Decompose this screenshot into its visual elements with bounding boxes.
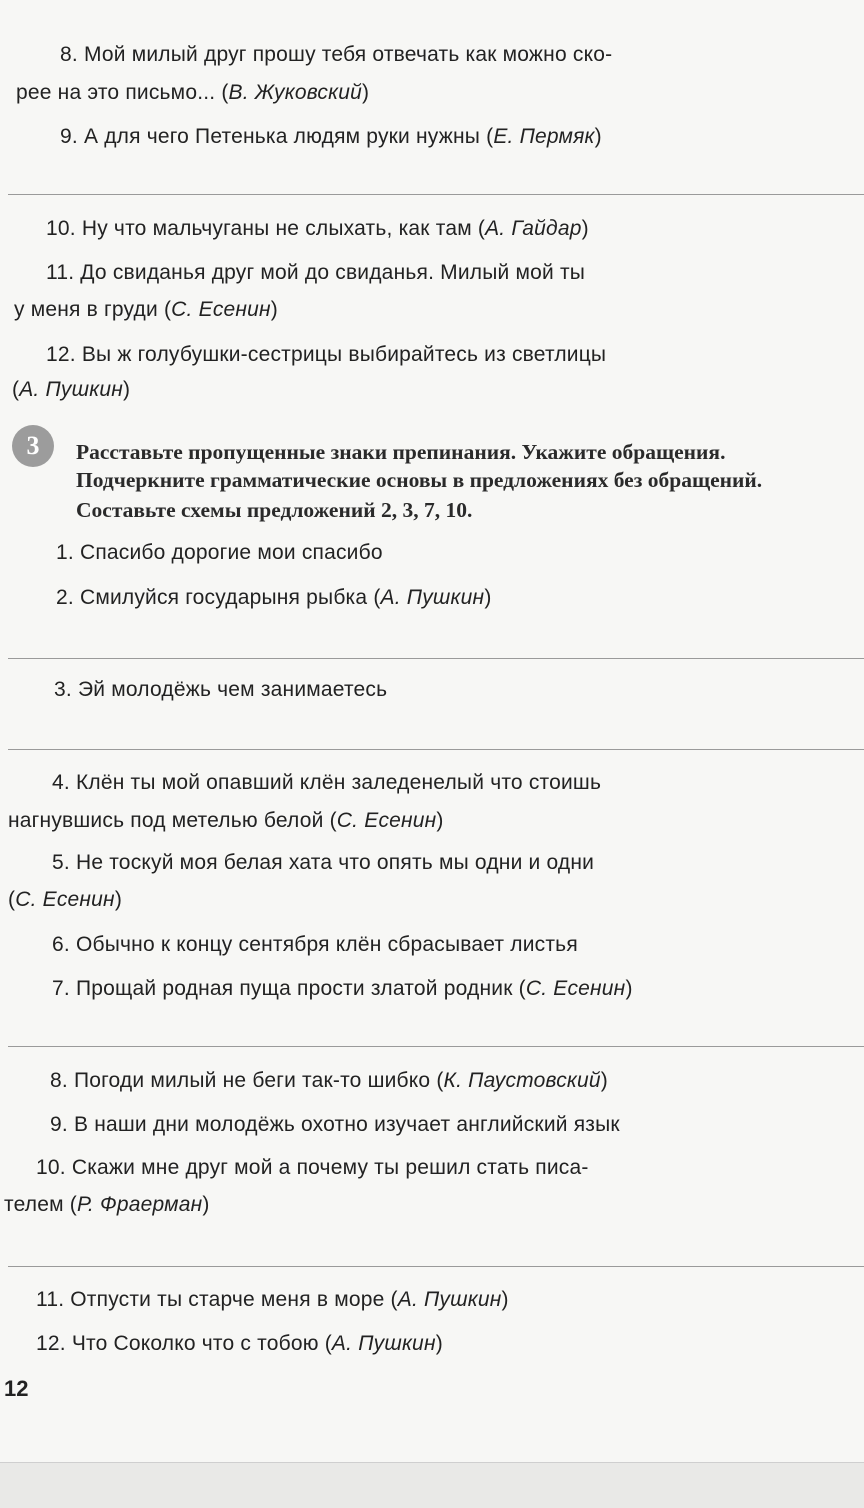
sentence-text: 7. Прощай родная пуща прости златой родник ( [52,977,526,1000]
page-number: 12 [4,1376,29,1401]
task-instruction: Подчеркните грамматические основы в предложениях без обращений. [76,468,763,492]
author-citation: А. Пушкин [380,586,485,609]
answer-line [8,749,864,750]
sentence-line: 12. Что Соколко что с тобою (А. Пушкин) [36,1332,443,1355]
sentence-line: 9. А для чего Петенька людям руки нужны (Е. Пермяк) [60,125,602,148]
sentence-line [0,260,864,286]
sentence-text: 5. Не тоскуй моя белая хата что опять мы одни и одни [52,851,595,874]
sentence-line [0,850,864,876]
answer-line [8,194,864,195]
task-number-badge: 3 [12,425,54,467]
sentence-line: рее на это письмо... (В. Жуковский) [16,81,370,104]
author-citation: С. Есенин [171,298,271,321]
page-bottom-edge [0,1462,864,1508]
author-citation: С. Есенин [336,809,437,832]
sentence-text: у меня в груди ( [14,298,172,321]
sentence-text: 2. Смилуйся государыня рыбка ( [56,586,381,609]
sentence-line: нагнувшись под метелью белой (С. Есенин) [8,809,444,832]
sentence-line: 10. Ну что мальчуганы не слыхать, как там (А. Гайдар) [46,217,589,240]
author-citation: А. Гайдар [485,217,582,240]
sentence-text: 4. Клён ты мой опавший клён заледенелый что стоишь [52,771,602,794]
author-citation: А. Пушкин [397,1288,502,1311]
sentence-text: 6. Обычно к концу сентября клён сбрасывает листья [52,933,578,956]
sentence-line [0,932,864,958]
sentence-text: 9. В наши дни молодёжь охотно изучает английский язык [50,1113,620,1136]
sentence-line: 2. Смилуйся государыня рыбка (А. Пушкин) [56,586,492,609]
sentence-line [0,1155,864,1181]
sentence-text: 1. Спасибо дорогие мои спасибо [56,541,383,564]
sentence-line [0,540,864,566]
sentence-line [0,342,864,368]
answer-line [8,658,864,659]
sentence-line: телем (Р. Фраерман) [4,1193,210,1216]
answer-line [8,1046,864,1047]
sentence-line: у меня в груди (С. Есенин) [14,298,278,321]
sentence-text: телем ( [4,1193,77,1216]
sentence-line [0,770,864,796]
sentence-text: 3. Эй молодёжь чем занимаетесь [54,678,388,701]
author-citation: С. Есенин [525,977,626,1000]
sentence-text: ( [12,378,20,401]
author-citation: Е. Пермяк [493,125,595,148]
sentence-text: 9. А для чего Петенька людям руки нужны ( [60,125,494,148]
sentence-line [0,1112,864,1138]
sentence-text: нагнувшись под метелью белой ( [8,809,337,832]
author-citation: Р. Фраерман [76,1193,203,1216]
author-citation: С. Есенин [15,888,115,911]
sentence-text: 11. До свиданья друг мой до свиданья. Милый мой ты [46,261,586,284]
sentence-line: 7. Прощай родная пуща прости златой родник (С. Есенин) [52,977,633,1000]
sentence-line: 8. Погоди милый не беги так-то шибко (К. Паустовский) [50,1069,608,1092]
sentence-text: 12. Что Соколко что с тобою ( [36,1332,332,1355]
sentence-text: ( [8,888,16,911]
author-citation: К. Паустовский [443,1069,601,1092]
author-citation: В. Жуковский [228,81,362,104]
answer-line [8,1266,864,1267]
task-instruction: Расставьте пропущенные знаки препинания. Укажите обращения. [76,440,726,464]
sentence-text: 11. Отпусти ты старче меня в море ( [36,1288,398,1311]
sentence-text: 10. Скажи мне друг мой а почему ты решил стать писа- [36,1156,589,1179]
sentence-line: 11. Отпусти ты старче меня в море (А. Пушкин) [36,1288,509,1311]
author-citation: А. Пушкин [331,1332,436,1355]
sentence-line: (А. Пушкин) [12,378,131,401]
sentence-text: 10. Ну что мальчуганы не слыхать, как там ( [46,217,486,240]
sentence-text: 12. Вы ж голубушки-сестрицы выбирайтесь из светлицы [46,343,607,366]
sentence-line [0,677,864,703]
task-instruction: Составьте схемы предложений 2, 3, 7, 10. [76,498,473,522]
sentence-line: (С. Есенин) [8,888,123,911]
sentence-text: 8. Мой милый друг прошу тебя отвечать как можно ско- [60,43,613,66]
sentence-line [0,42,864,68]
sentence-text: 8. Погоди милый не беги так-то шибко ( [50,1069,444,1092]
sentence-text: рее на это письмо... ( [16,81,229,104]
author-citation: А. Пушкин [19,378,123,401]
